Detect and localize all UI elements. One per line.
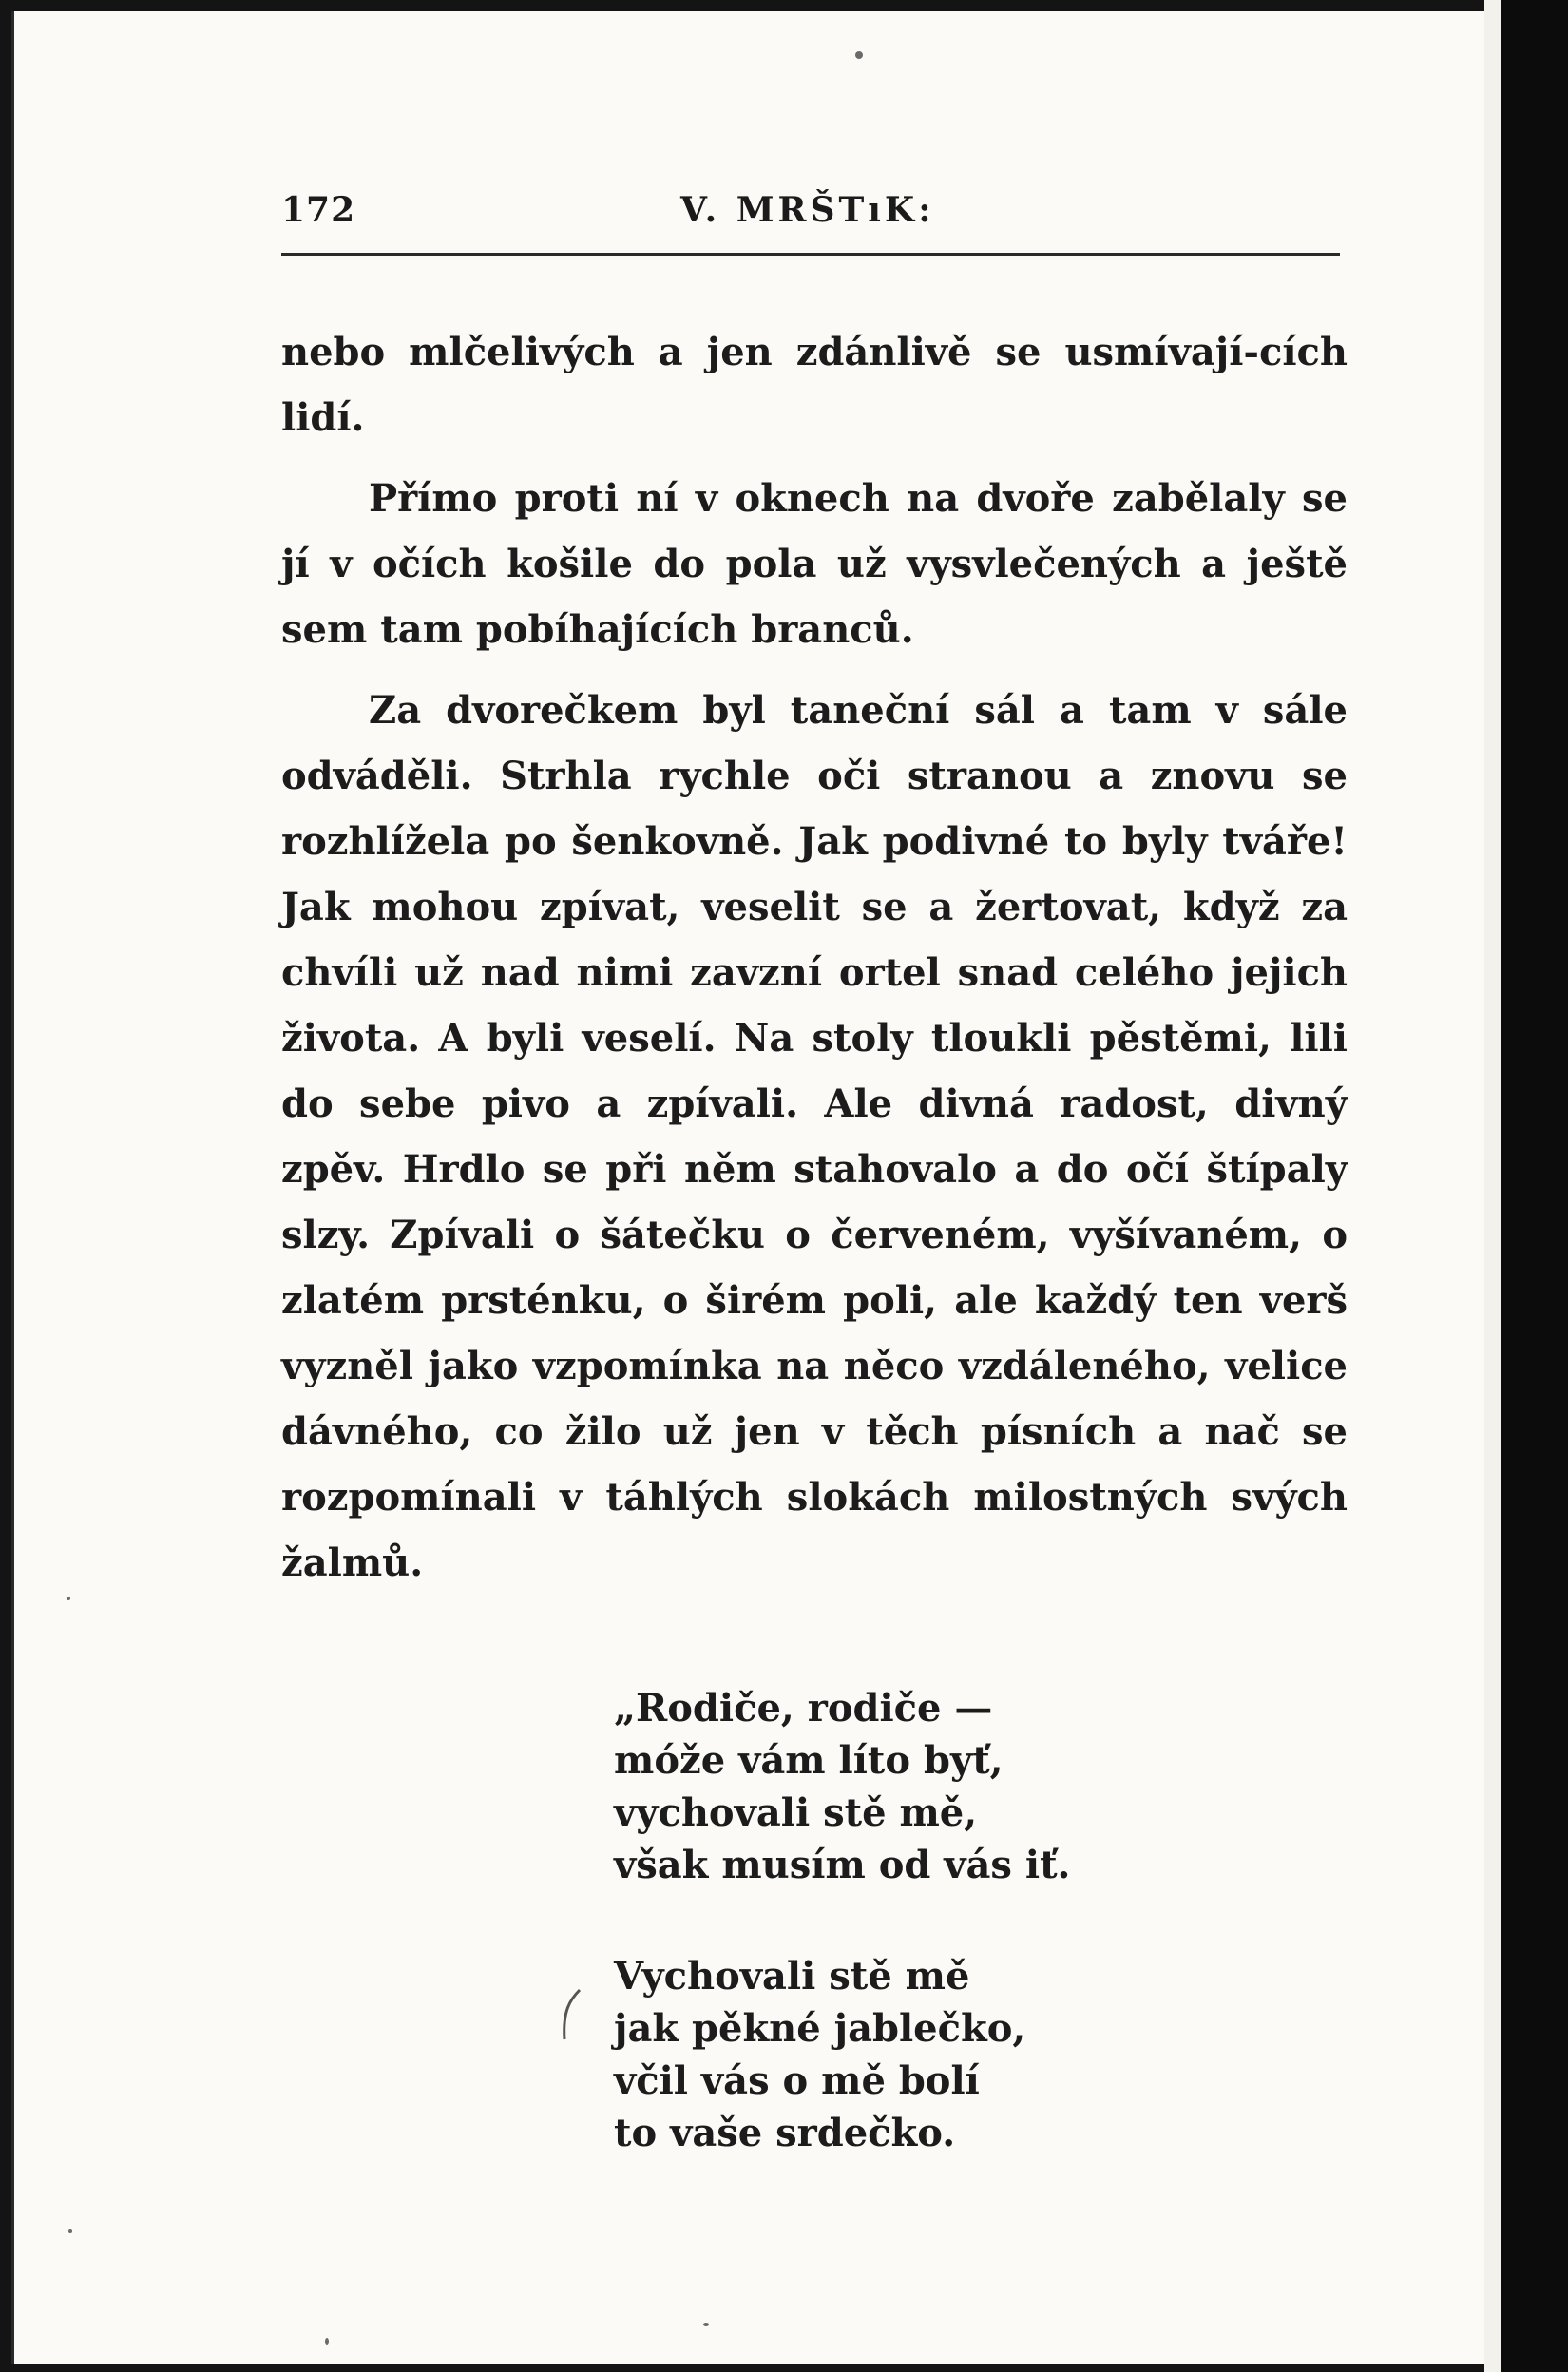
scan-speck xyxy=(703,2323,709,2326)
poem-line: to vaše srdečko. xyxy=(614,2111,956,2155)
poem-line: Vychovali stě mě xyxy=(614,1954,970,1999)
body-text xyxy=(281,319,1348,1596)
scan-speck xyxy=(855,51,863,59)
scan-background xyxy=(1501,0,1568,2372)
scan-speck xyxy=(67,1597,70,1600)
poem-stanza xyxy=(614,1950,1336,2159)
pencil-mark xyxy=(557,1986,585,2043)
poem-line: vychovali stě mě, xyxy=(614,1790,978,1835)
poem-stanza xyxy=(614,1682,1336,1891)
paragraph: nebo mlčelivých a jen zdánlivě se usmívají-cích lidí. xyxy=(281,330,1348,440)
page-edge xyxy=(1484,0,1501,2372)
page-number: 172 xyxy=(281,190,356,230)
poem-line: včil vás o mě bolí xyxy=(614,2058,980,2103)
paragraph: Přímo proti ní v oknech na dvoře zabělaly se jí v očích košile do pola už vysvlečených a ještě sem tam pobíhajících branců. xyxy=(281,476,1348,652)
poem-line: jak pěkné jablečko, xyxy=(614,2006,1026,2051)
page-header xyxy=(281,190,1340,238)
running-head: V. MRŠTıK: xyxy=(680,190,935,230)
poem-line: však musím od vás iť. xyxy=(614,1843,1071,1887)
header-rule xyxy=(281,253,1340,256)
scan-speck xyxy=(68,2229,72,2233)
scan-speck xyxy=(325,2338,329,2345)
poem-line: „Rodiče, rodiče — xyxy=(614,1686,993,1731)
poem-line: móže vám líto byť, xyxy=(614,1738,1004,1783)
paragraph: Za dvorečkem byl taneční sál a tam v sále odváděli. Strhla rychle oči stranou a znovu se rozhlížela po šenkovně. Jak podivné to byly tváře! Jak mohou zpívat, veselit se a žertovat, když za chvíli už nad nimi zavzní ortel snad celého jejich života. A byli veselí. Na stoly tloukli pěstěmi, lili do sebe pivo a zpívali. Ale divná radost, divný zpěv. Hrdlo se při něm stahovalo a do očí štípaly slzy. Zpívali o šátečku o červeném, vyšívaném, o zlatém prsténku, o širém poli, ale každý ten verš vyzněl jako vzpomínka na něco vzdáleného, velice dávného, co žilo už jen v těch písních a nač se rozpomínali v táhlých slokách milostných svých žalmů. xyxy=(281,688,1348,1585)
